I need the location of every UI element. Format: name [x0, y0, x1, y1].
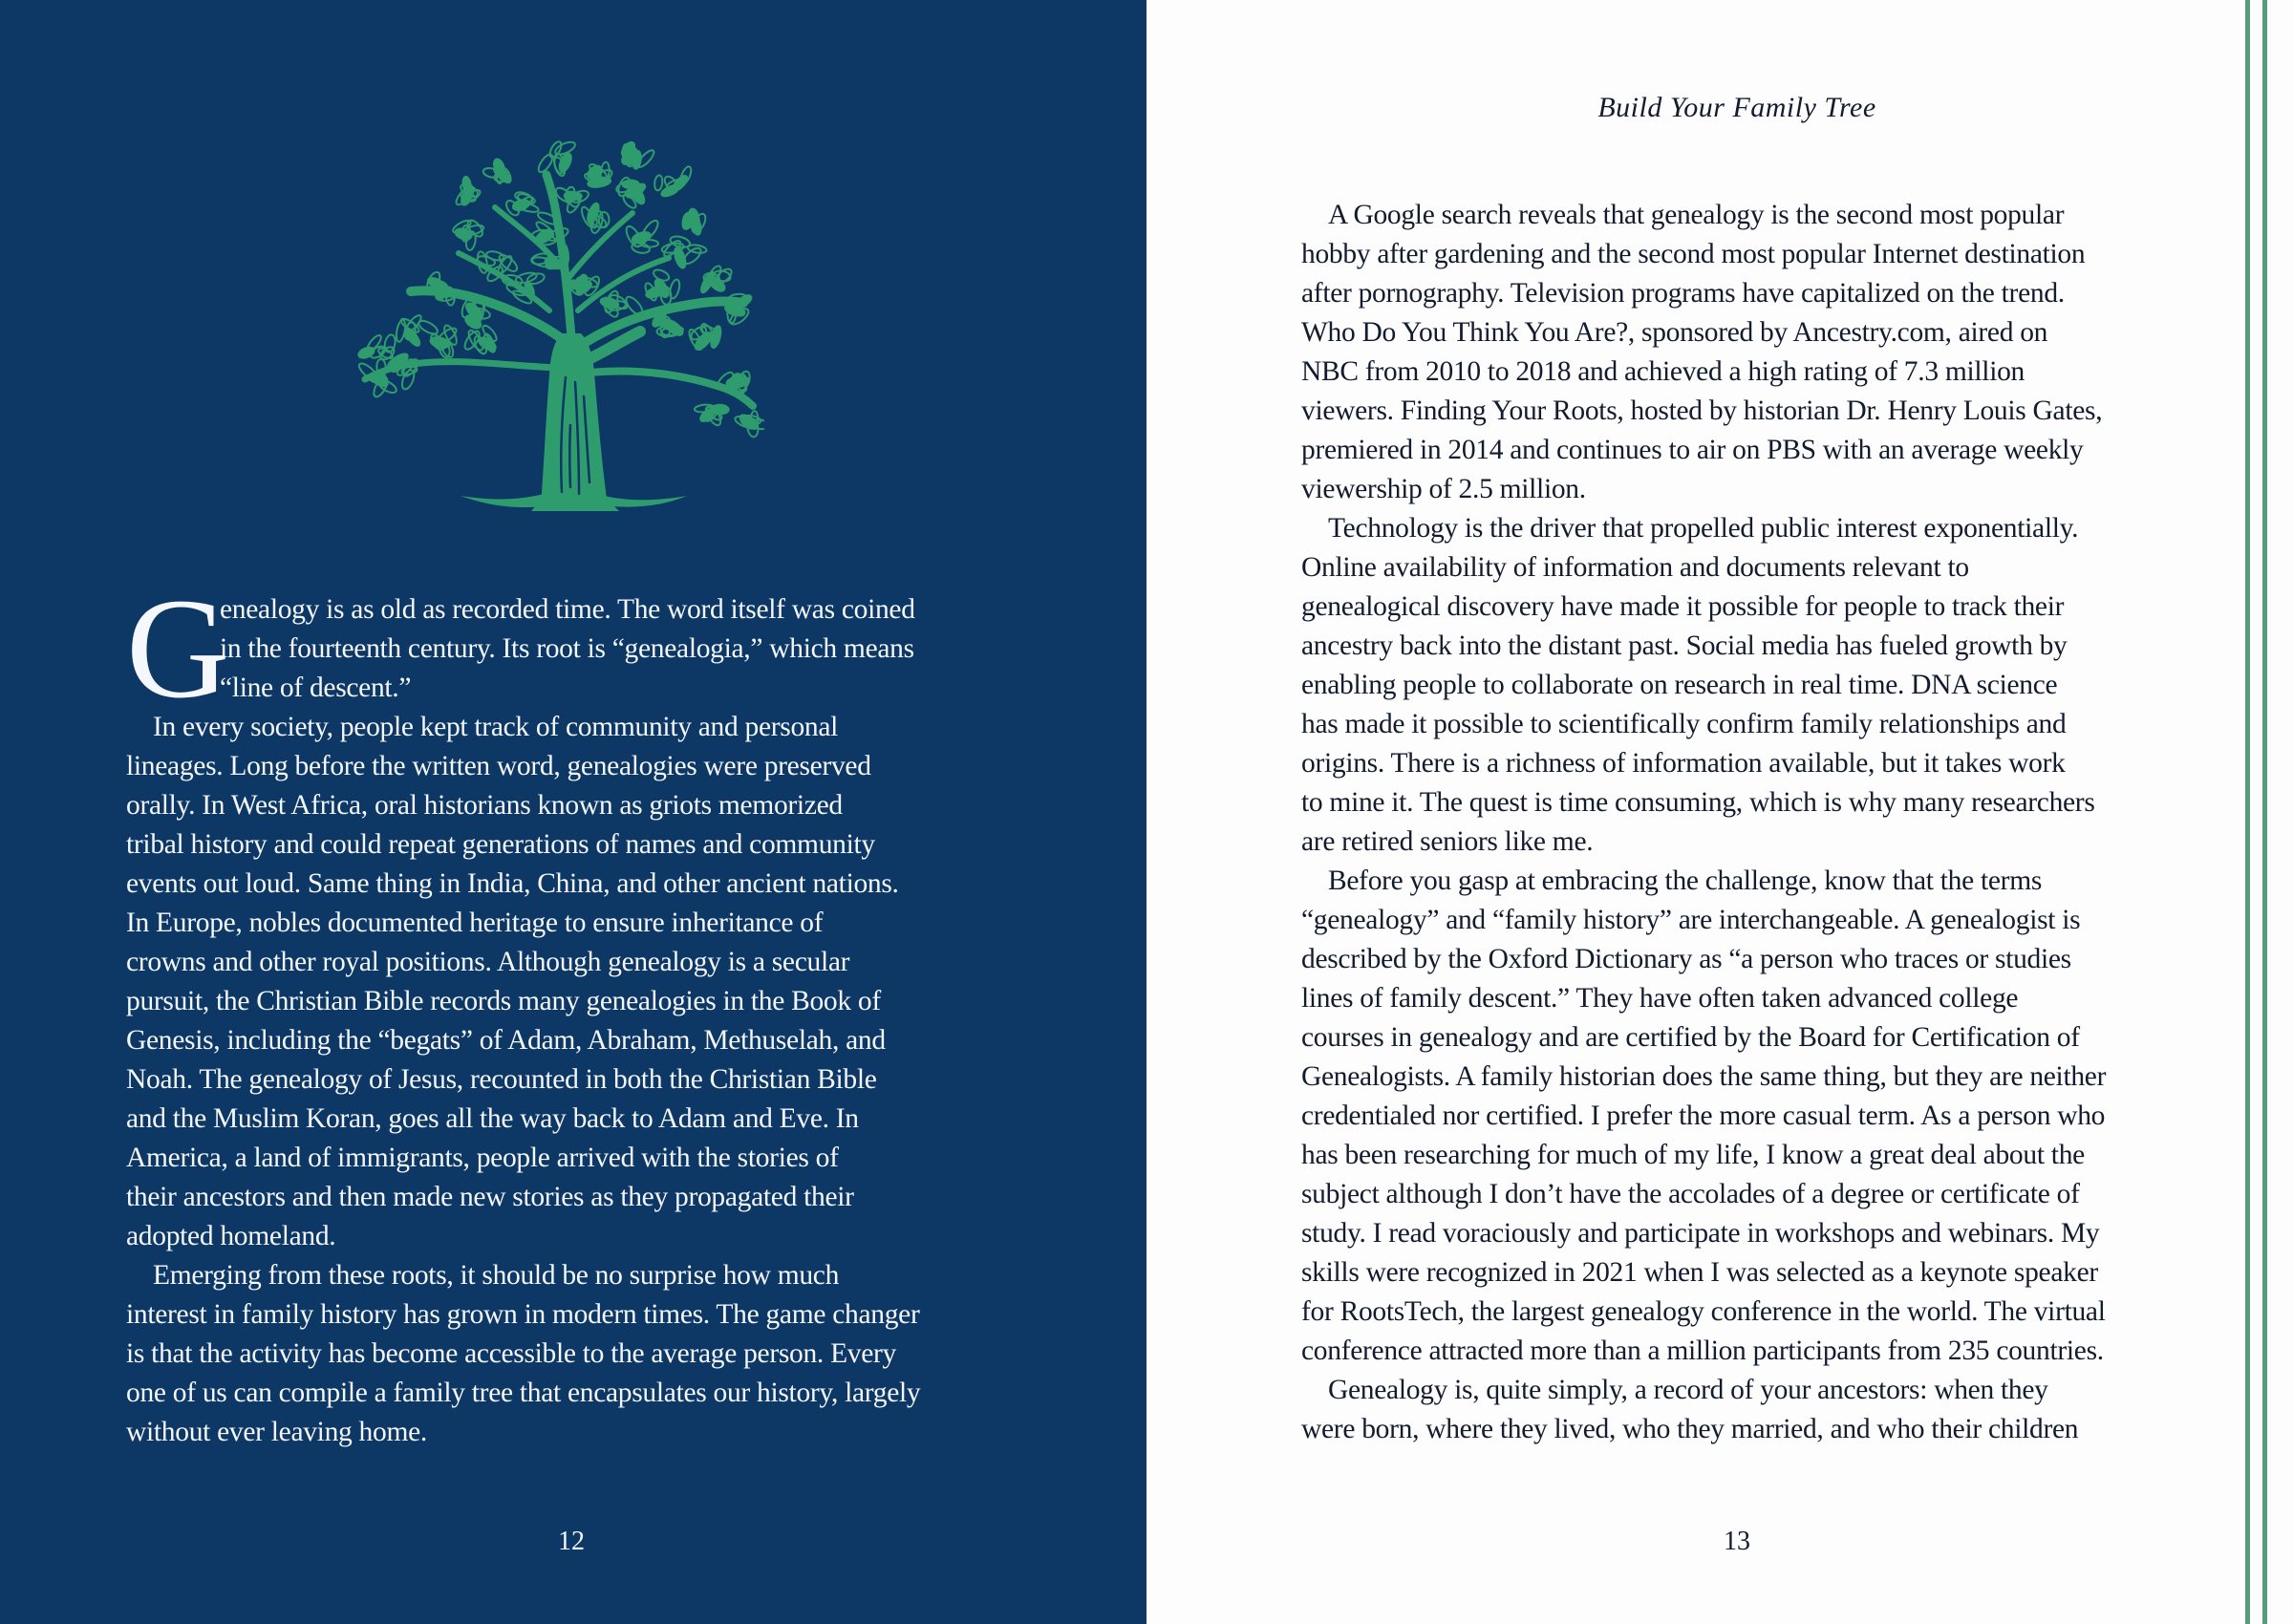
left-paragraph-2 — [126, 708, 1017, 1256]
text-line: enabling people to collaborate on research in real time. DNA science — [1301, 670, 2058, 700]
text-line: for RootsTech, the largest genealogy conference in the world. The virtual — [1301, 1296, 2106, 1327]
text-line: Genealogy is, quite simply, a record of your ancestors: when they — [1328, 1375, 2048, 1405]
text-line: genealogical discovery have made it possible for people to track their — [1301, 591, 2065, 622]
text-line: adopted homeland. — [126, 1221, 336, 1251]
text-line: premiered in 2014 and continues to air on PBS with an average weekly — [1301, 435, 2084, 465]
text-line: subject although I don’t have the accolades of a degree or certificate of — [1301, 1179, 2080, 1209]
right-paragraph-3 — [1301, 862, 2173, 1371]
drop-cap-letter: G — [126, 569, 230, 728]
text-line: credentialed nor certified. I prefer the more casual term. As a person who — [1301, 1100, 2106, 1131]
left-page — [0, 0, 1146, 1624]
text-line: enealogy is as old as recorded time. The word itself was coined — [220, 594, 915, 625]
text-line: Before you gasp at embracing the challenge, know that the terms — [1328, 865, 2043, 896]
text-line: has been researching for much of my life, I know a great deal about the — [1301, 1140, 2085, 1170]
text-line: Noah. The genealogy of Jesus, recounted in both the Christian Bible — [126, 1064, 877, 1095]
text-line: is that the activity has become accessible to the average person. Every — [126, 1338, 897, 1369]
text-line: described by the Oxford Dictionary as “a person who traces or studies — [1301, 944, 2071, 974]
running-head: Build Your Family Tree — [1597, 92, 1876, 123]
text-line: tribal history and could repeat generations of names and community — [126, 829, 875, 860]
leaf-shape — [631, 242, 650, 254]
text-line: Who Do You Think You Are?, sponsored by Ancestry.com, aired on — [1301, 317, 2048, 348]
text-line: hobby after gardening and the second most popular Internet destination — [1301, 239, 2086, 269]
text-line: conference attracted more than a million participants from 235 countries. — [1301, 1336, 2104, 1366]
right-page — [1146, 0, 2293, 1624]
text-line: viewership of 2.5 million. — [1301, 474, 1586, 504]
leaf-shape — [515, 271, 538, 285]
text-line: viewers. Finding Your Roots, hosted by historian Dr. Henry Louis Gates, — [1301, 395, 2103, 426]
leaf-shape — [492, 158, 506, 176]
text-line: in the fourteenth century. Its root is “genealogia,” which means — [220, 633, 914, 664]
text-line: after pornography. Television programs have capitalized on the trend. — [1301, 278, 2065, 309]
leaf-shape — [673, 246, 688, 269]
right-page-text — [1301, 196, 2173, 1449]
text-line: Technology is the driver that propelled public interest exponentially. — [1328, 513, 2079, 544]
text-line: crowns and other royal positions. Although genealogy is a secular — [126, 947, 850, 977]
text-line: were born, where they lived, who they married, and who their children — [1301, 1414, 2079, 1444]
text-line: are retired seniors like me. — [1301, 826, 1594, 857]
text-line: lineages. Long before the written word, genealogies were preserved — [126, 751, 871, 781]
tree-trunk — [461, 333, 687, 511]
leaf-shape — [417, 318, 439, 336]
right-paragraph-4 — [1301, 1371, 2173, 1449]
text-line: courses in genealogy and are certified by the Board for Certification of — [1301, 1022, 2080, 1053]
text-line: pursuit, the Christian Bible records many genealogies in the Book of — [126, 986, 881, 1016]
leaf-shape — [376, 347, 394, 361]
leaf-shape — [546, 260, 565, 269]
family-tree-illustration — [354, 139, 764, 511]
text-line: Emerging from these roots, it should be no surprise how much — [153, 1260, 840, 1291]
text-line: In Europe, nobles documented heritage to ensure inheritance of — [126, 908, 824, 938]
text-line: America, a land of immigrants, people arrived with the stories of — [126, 1143, 839, 1173]
leaf-shape — [536, 152, 555, 174]
text-line: “genealogy” and “family history” are interchangeable. A genealogist is — [1301, 905, 2081, 935]
page-number-left: 12 — [558, 1527, 585, 1556]
text-line: NBC from 2010 to 2018 and achieved a high rating of 7.3 million — [1301, 356, 2025, 387]
leaf-shape — [370, 373, 386, 383]
text-line: events out loud. Same thing in India, China, and other ancient nations. — [126, 868, 899, 899]
text-line: without ever leaving home. — [126, 1417, 427, 1447]
text-line: their ancestors and then made new stories as they propagated their — [126, 1182, 854, 1212]
left-page-text — [126, 569, 1017, 1452]
leaf-shape — [654, 175, 663, 191]
right-paragraph-2 — [1301, 509, 2173, 862]
left-paragraph-3 — [126, 1256, 1017, 1452]
edge-stripe-inner — [2245, 0, 2250, 1624]
text-line: lines of family descent.” They have often taken advanced college — [1301, 983, 2019, 1014]
text-line: study. I read voraciously and participate in workshops and webinars. My — [1301, 1218, 2100, 1249]
text-line: orally. In West Africa, oral historians known as griots memorized — [126, 790, 843, 821]
text-line: and the Muslim Koran, goes all the way back to Adam and Eve. In — [126, 1103, 859, 1134]
edge-stripe-outer — [2262, 0, 2267, 1624]
text-line: one of us can compile a family tree that encapsulates our history, largely — [126, 1378, 921, 1408]
text-line: “line of descent.” — [220, 673, 412, 703]
right-paragraph-1 — [1301, 196, 2173, 509]
text-line: A Google search reveals that genealogy is the second most popular — [1328, 200, 2065, 230]
page-number-right: 13 — [1724, 1527, 1750, 1556]
text-line: skills were recognized in 2021 when I was selected as a keynote speaker — [1301, 1257, 2098, 1288]
text-line: Genealogists. A family historian does the same thing, but they are neither — [1301, 1061, 2107, 1092]
text-line: to mine it. The quest is time consuming, which is why many researchers — [1301, 787, 2095, 818]
text-line: Genesis, including the “begats” of Adam, Abraham, Methuselah, and — [126, 1025, 886, 1056]
text-line: interest in family history has grown in modern times. The game changer — [126, 1299, 920, 1330]
text-line: origins. There is a richness of information available, but it takes work — [1301, 748, 2066, 779]
text-line: ancestry back into the distant past. Social media has fueled growth by — [1301, 630, 2068, 661]
text-line: has made it possible to scientifically confirm family relationships and — [1301, 709, 2067, 739]
text-line: In every society, people kept track of community and personal — [153, 712, 839, 742]
leaf-shape — [632, 230, 653, 245]
text-line: Online availability of information and documents relevant to — [1301, 552, 1969, 583]
